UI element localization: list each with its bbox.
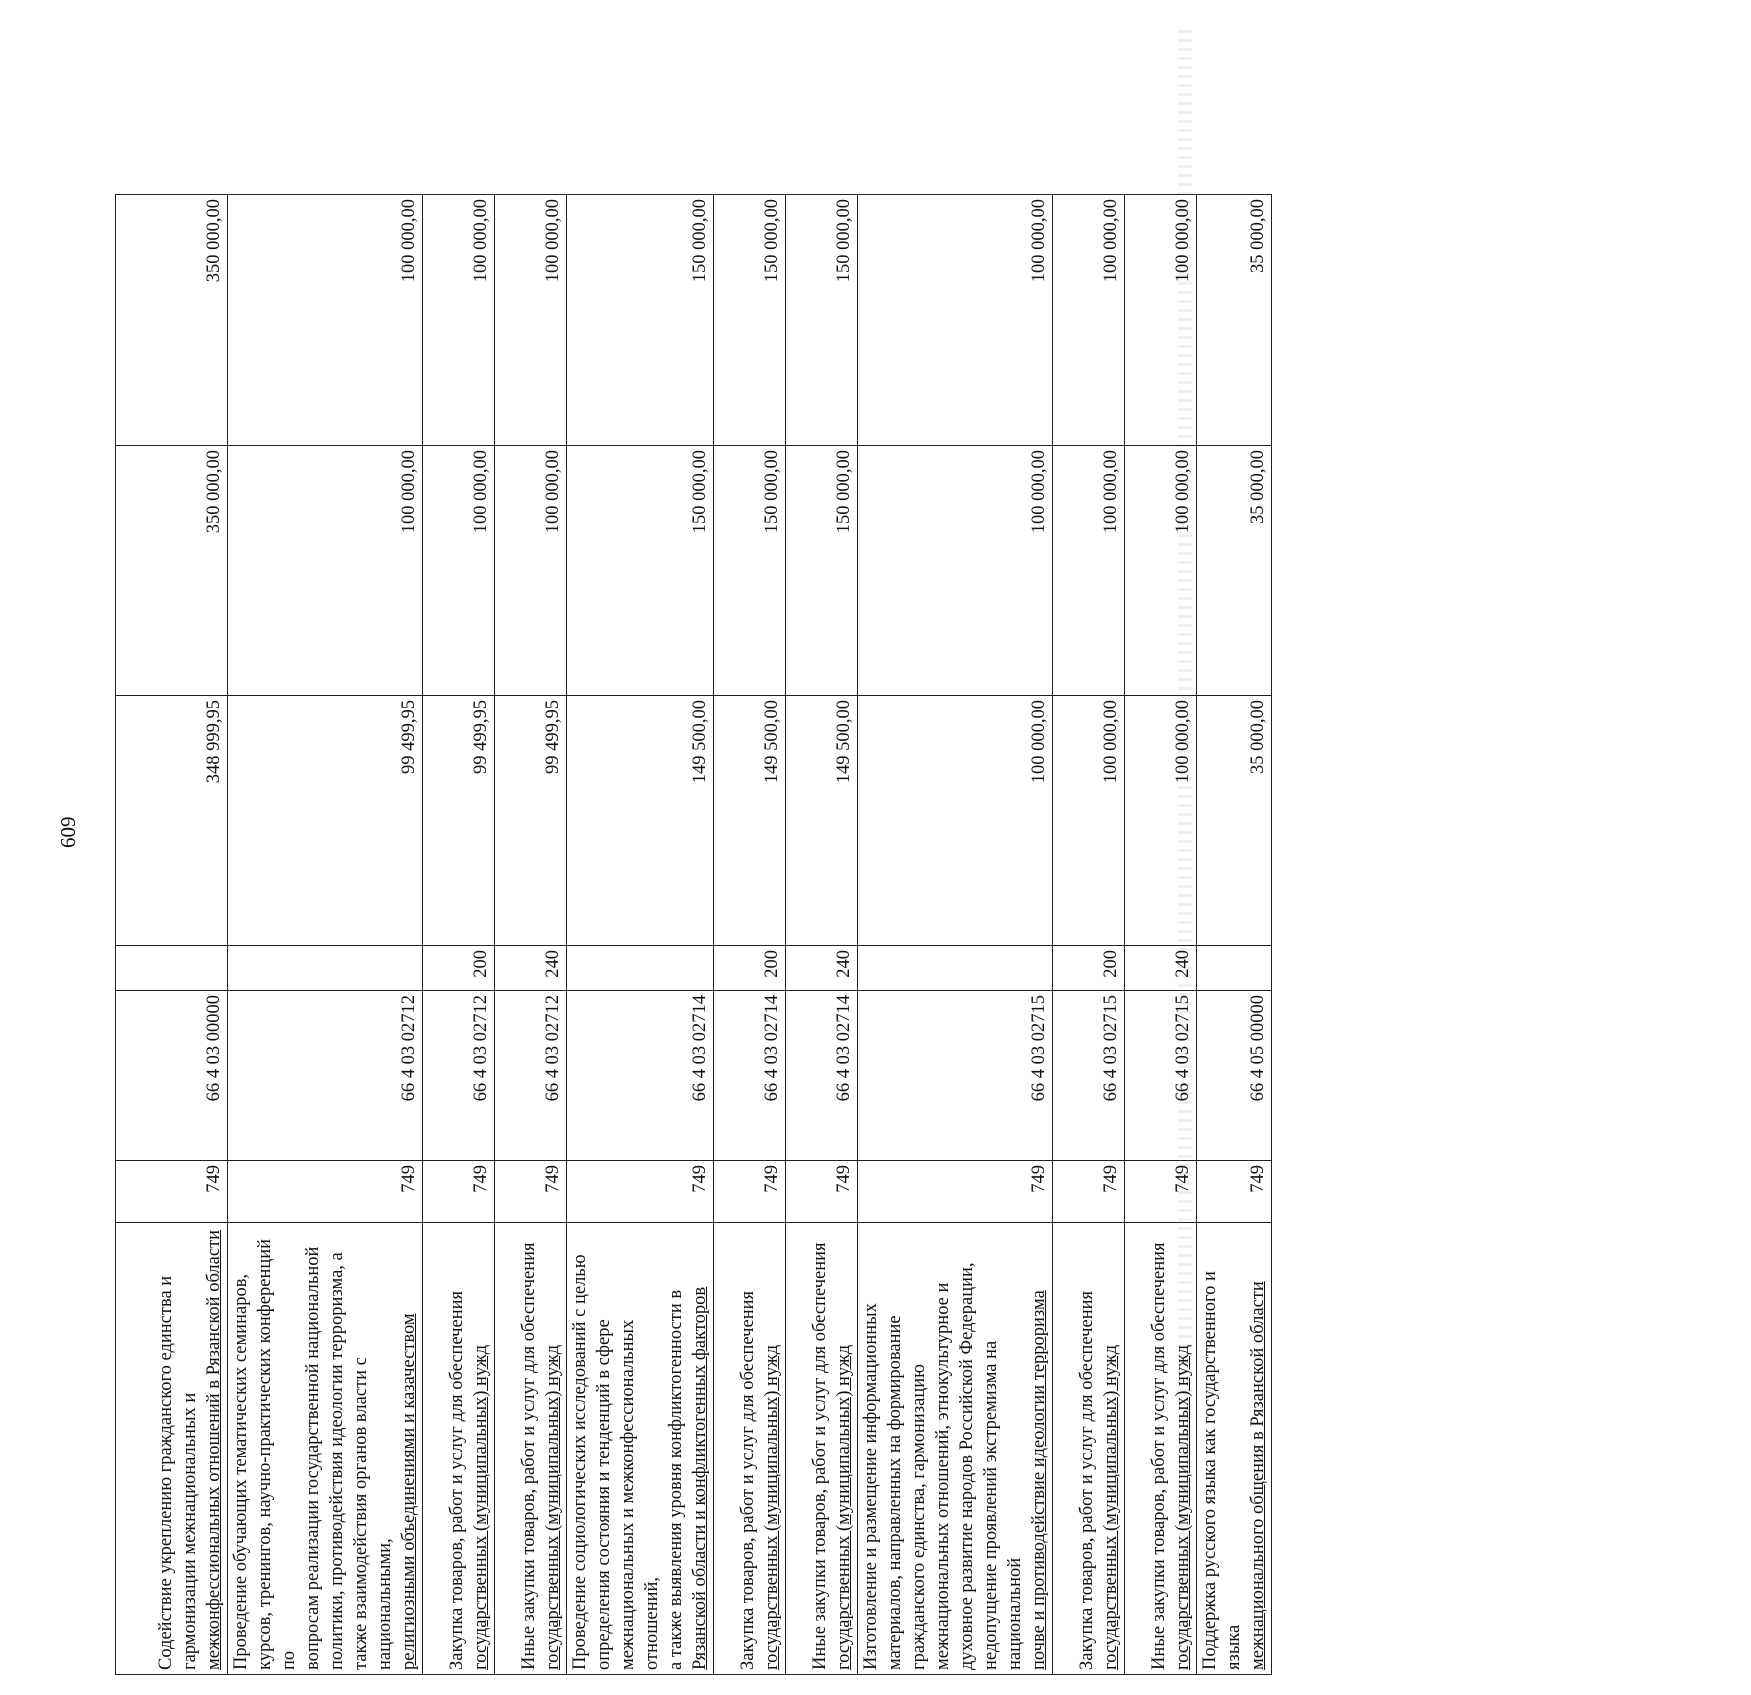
amount-2025-cell: 100 000,00 [1125,446,1197,696]
amount-2024-cell: 149 500,00 [786,696,858,946]
expense-type-cell [228,946,423,991]
row-description [714,1223,786,1675]
target-article-cell: 66 4 05 00000 [1197,991,1272,1161]
amount-2025-cell: 100 000,00 [228,446,423,696]
budget-table [115,194,1272,1675]
amount-2024-cell: 149 500,00 [567,696,714,946]
target-article-cell: 66 4 03 02715 [1053,991,1125,1161]
ved-code-cell: 749 [714,1161,786,1223]
expense-type-cell [858,946,1053,991]
description-line: государственных (муниципальных) нужд [834,1344,854,1670]
description-line: межнациональных и межконфессиональных отношений, [618,1319,662,1670]
description-line: гражданского единства, гармонизацию [909,1364,929,1670]
amount-2024-cell: 100 000,00 [1125,696,1197,946]
amount-2026-cell: 100 000,00 [228,195,423,446]
row-description [1197,1223,1272,1675]
ved-code-cell: 749 [116,1161,228,1223]
amount-2026-cell: 150 000,00 [786,195,858,446]
description-line: Закупка товаров, работ и услуг для обеспечения [738,1290,758,1670]
amount-2025-cell: 100 000,00 [858,446,1053,696]
expense-type-cell [116,946,228,991]
amount-2024-cell: 99 499,95 [228,696,423,946]
budget-table-body [116,195,1272,1675]
description-line: межнациональных отношений, этнокультурное и [933,1282,953,1670]
expense-type-cell: 200 [423,946,495,991]
ved-code-cell: 749 [567,1161,714,1223]
amount-2024-cell: 149 500,00 [714,696,786,946]
amount-2025-cell: 150 000,00 [567,446,714,696]
target-article-cell: 66 4 03 02714 [714,991,786,1161]
ved-code-cell: 749 [858,1161,1053,1223]
target-article-cell: 66 4 03 02712 [495,991,567,1161]
amount-2024-cell: 348 999,95 [116,696,228,946]
ved-code-cell: 749 [1053,1161,1125,1223]
row-description [495,1223,567,1675]
expense-type-cell: 240 [495,946,567,991]
target-article-cell: 66 4 03 02712 [228,991,423,1161]
description-line: Изготовление и размещение информационных [861,1303,881,1670]
expense-type-cell [567,946,714,991]
row-description [786,1223,858,1675]
description-line: а также выявления уровня конфликтогенности в [666,1289,686,1670]
ved-code-cell: 749 [228,1161,423,1223]
table-row [786,195,858,1675]
description-line: государственных (муниципальных) нужд [471,1344,491,1670]
amount-2026-cell: 100 000,00 [1125,195,1197,446]
table-row [228,195,423,1675]
description-line: Иные закупки товаров, работ и услуг для обеспечения [810,1242,830,1670]
row-description [1125,1223,1197,1675]
description-line: вопросам реализации государственной национальной [303,1246,323,1670]
target-article-cell: 66 4 03 02715 [858,991,1053,1161]
amount-2025-cell: 100 000,00 [495,446,567,696]
description-line: гармонизации межнациональных и [180,1392,200,1670]
description-line: Иные закупки товаров, работ и услуг для обеспечения [519,1242,539,1670]
amount-2025-cell: 35 000,00 [1197,446,1272,696]
description-line: Закупка товаров, работ и услуг для обеспечения [1077,1290,1097,1670]
description-line: материалов, направленных на формирование [885,1315,905,1670]
table-row [116,195,228,1675]
amount-2024-cell: 35 000,00 [1197,696,1272,946]
description-line: государственных (муниципальных) нужд [543,1344,563,1670]
table-row [1125,195,1197,1675]
target-article-cell: 66 4 03 02714 [567,991,714,1161]
ved-code-cell: 749 [423,1161,495,1223]
ved-code-cell: 749 [1197,1161,1272,1223]
amount-2026-cell: 35 000,00 [1197,195,1272,446]
amount-2025-cell: 150 000,00 [714,446,786,696]
table-row [1197,195,1272,1675]
amount-2026-cell: 350 000,00 [116,195,228,446]
target-article-cell: 66 4 03 02712 [423,991,495,1161]
table-row [567,195,714,1675]
description-line: также взаимодействия органов власти с национальными, [351,1357,395,1670]
amount-2026-cell: 100 000,00 [423,195,495,446]
description-line: религиозными объединениями и казачеством [399,1313,419,1670]
table-row [495,195,567,1675]
row-description [567,1223,714,1675]
expense-type-cell: 240 [786,946,858,991]
expense-type-cell [1197,946,1272,991]
description-line: государственных (муниципальных) нужд [1101,1344,1121,1670]
description-line: Иные закупки товаров, работ и услуг для обеспечения [1149,1242,1169,1670]
description-line: определения состояния и тенденций в сфере [594,1319,614,1670]
description-line: курсов, тренингов, научно-практических конференций по [255,1238,299,1670]
table-row [714,195,786,1675]
amount-2025-cell: 150 000,00 [786,446,858,696]
amount-2024-cell: 100 000,00 [1053,696,1125,946]
row-description [1053,1223,1125,1675]
amount-2026-cell: 150 000,00 [567,195,714,446]
row-description [858,1223,1053,1675]
description-line: Проведение социологических исследований с целью [570,1254,590,1670]
description-line: Закупка товаров, работ и услуг для обеспечения [447,1290,467,1670]
amount-2025-cell: 100 000,00 [423,446,495,696]
target-article-cell: 66 4 03 02714 [786,991,858,1161]
ved-code-cell: 749 [495,1161,567,1223]
description-line: межконфессиональных отношений в Рязанской области [204,1229,224,1670]
description-line: духовное развитие народов Российской Федерации, [957,1262,977,1670]
description-line: Рязанской области и конфликтогенных факторов [690,1286,710,1670]
amount-2026-cell: 100 000,00 [1053,195,1125,446]
table-row [423,195,495,1675]
row-description [423,1223,495,1675]
target-article-cell: 66 4 03 00000 [116,991,228,1161]
amount-2025-cell: 100 000,00 [1053,446,1125,696]
description-line: почве и противодействие идеологии терроризма [1029,1290,1049,1670]
row-description [228,1223,423,1675]
description-line: Проведение обучающих тематических семинаров, [231,1273,251,1670]
amount-2026-cell: 150 000,00 [714,195,786,446]
expense-type-cell: 200 [714,946,786,991]
target-article-cell: 66 4 03 02715 [1125,991,1197,1161]
description-line: недопущение проявлений экстремизма на национальной [981,1340,1025,1670]
expense-type-cell: 240 [1125,946,1197,991]
expense-type-cell: 200 [1053,946,1125,991]
description-line: государственных (муниципальных) нужд [1173,1344,1193,1670]
table-row [1053,195,1125,1675]
ved-code-cell: 749 [1125,1161,1197,1223]
description-line: государственных (муниципальных) нужд [762,1344,782,1670]
ved-code-cell: 749 [786,1161,858,1223]
amount-2026-cell: 100 000,00 [858,195,1053,446]
row-description [116,1223,228,1675]
amount-2026-cell: 100 000,00 [495,195,567,446]
description-line: Поддержка русского языка как государственного и языка [1200,1271,1244,1670]
description-line: межнационального общения в Рязанской области [1248,1281,1268,1670]
amount-2024-cell: 99 499,95 [423,696,495,946]
amount-2024-cell: 100 000,00 [858,696,1053,946]
amount-2025-cell: 350 000,00 [116,446,228,696]
description-line: Содействие укреплению гражданского единства и [156,1275,176,1670]
table-row [858,195,1053,1675]
description-line: политики, противодействия идеологии терроризма, а [327,1252,347,1670]
rotated-table-container [115,195,1268,1675]
page-number-text: 609 [56,816,80,848]
amount-2024-cell: 99 499,95 [495,696,567,946]
